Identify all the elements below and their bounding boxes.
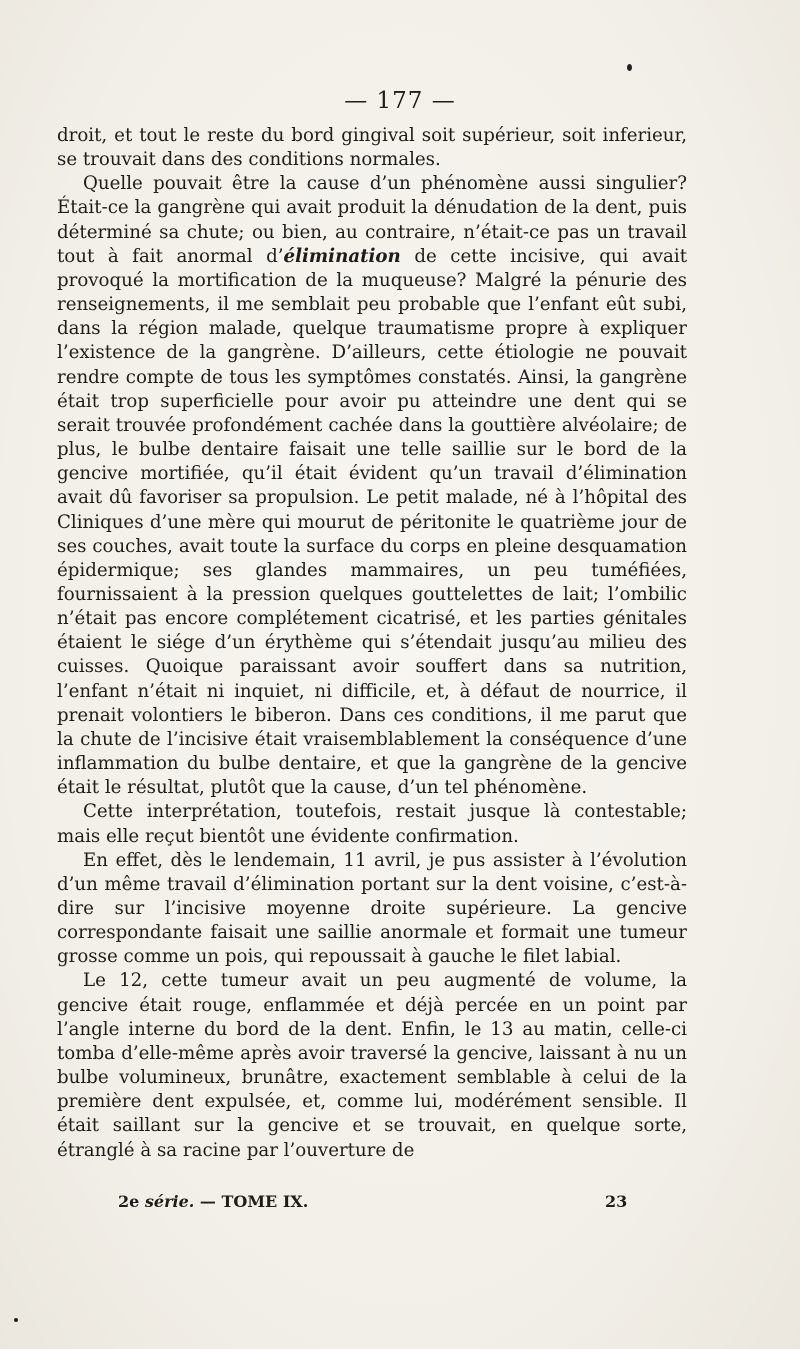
footer-dash: — bbox=[199, 1192, 216, 1211]
paragraph-text: Le 12, cette tumeur avait un peu augmenté de volume, la gencive était rouge, enflammée et déjà percée en un point par l’angle interne du bord de la dent. Enfin, le 13 au matin, celle-ci tomba d’elle-même après avoir traversé la gencive, laissant à nu un bulbe volumineux, brunâtre, exactement semblable à celui de la première dent expulsée, et, comme lui, modérément sensible. Il était saillant sur la gencive et se trouvait, en quelque sorte, étranglé à sa racine par l’ouverture de bbox=[57, 970, 687, 1161]
paragraph bbox=[57, 849, 687, 970]
signature-mark bbox=[118, 1192, 308, 1211]
footer bbox=[0, 1192, 800, 1218]
page-number: — 177 — bbox=[344, 88, 456, 114]
series-number: 2e bbox=[118, 1192, 140, 1211]
paragraph bbox=[57, 172, 687, 800]
paragraph-text: Cette interprétation, toutefois, restait jusque là contestable; mais elle reçut bientôt une évidente confirmation. bbox=[57, 801, 687, 847]
ink-speck bbox=[627, 64, 632, 71]
paragraph bbox=[57, 969, 687, 1162]
paragraph bbox=[57, 124, 687, 172]
paragraph bbox=[57, 800, 687, 848]
tome-label: TOME IX. bbox=[221, 1192, 309, 1211]
paragraph-text: Quelle pouvait être la cause d’un phénomène aussi singulier? Était-ce la gangrène qui avait produit la dénudation de la dent, puis déterminé sa chute; ou bien, au contraire, n’était-ce pas un travail tout à fait anormal d’ bbox=[57, 173, 687, 267]
emphasized-word: élimination bbox=[283, 245, 401, 267]
ink-speck bbox=[14, 1318, 18, 1322]
paragraph-text: droit, et tout le reste du bord gingival soit supérieur, soit inferieur, se trouvait dans des conditions normales. bbox=[57, 125, 687, 171]
series-word: série. bbox=[144, 1192, 195, 1211]
paragraph-text: de cette incisive, qui avait provoqué la mortification de la muqueuse? Malgré la pénurie des renseignements, il me semblait peu probable que l’enfant eût subi, dans la région malade, quelque traumatisme propre à expliquer l’existence de la gangrène. D’ailleurs, cette étiologie ne pouvait rendre compte de tous les symptômes constatés. Ainsi, la gangrène était trop superficielle pour avoir pu atteindre une dent qui se serait trouvée profondément cachée dans la gouttière alvéolaire; de plus, le bulbe dentaire faisait une telle saillie sur le bord de la gencive mortifiée, qu’il était évident qu’un travail d’élimination avait dû favoriser sa propulsion. Le petit malade, né à l’hôpital des Cliniques d’une mère qui mourut de péritonite le quatrième jour de ses couches, avait toute la surface du corps en pleine desquamation épidermique; ses glandes mammaires, un peu tuméfiées, fournissaient à la pression quelques gouttelettes de lait; l’ombilic n’était pas encore complétement cicatrisé, et les parties génitales étaient le siége d’un érythème qui s’étendait jusqu’au milieu des cuisses. Quoique paraissant avoir souffert dans sa nutrition, l’enfant n’était ni inquiet, ni difficile, et, à défaut de nourrice, il prenait volontiers le biberon. Dans ces conditions, il me parut que la chute de l’incisive était vraisemblablement la conséquence d’une inflammation du bulbe dentaire, et que la gangrène de la gencive était le résultat, plutôt que la cause, d’un tel phénomène. bbox=[57, 245, 687, 799]
body-text bbox=[57, 124, 687, 1163]
sheet-number: 23 bbox=[605, 1192, 628, 1211]
paragraph-text: En effet, dès le lendemain, 11 avril, je pus assister à l’évolution d’un même travail d’élimination portant sur la dent voisine, c’est-à-dire sur l’incisive moyenne droite supérieure. La gencive correspondante faisait une saillie anormale et formait une tumeur grosse comme un pois, qui repoussait à gauche le filet labial. bbox=[57, 849, 687, 968]
